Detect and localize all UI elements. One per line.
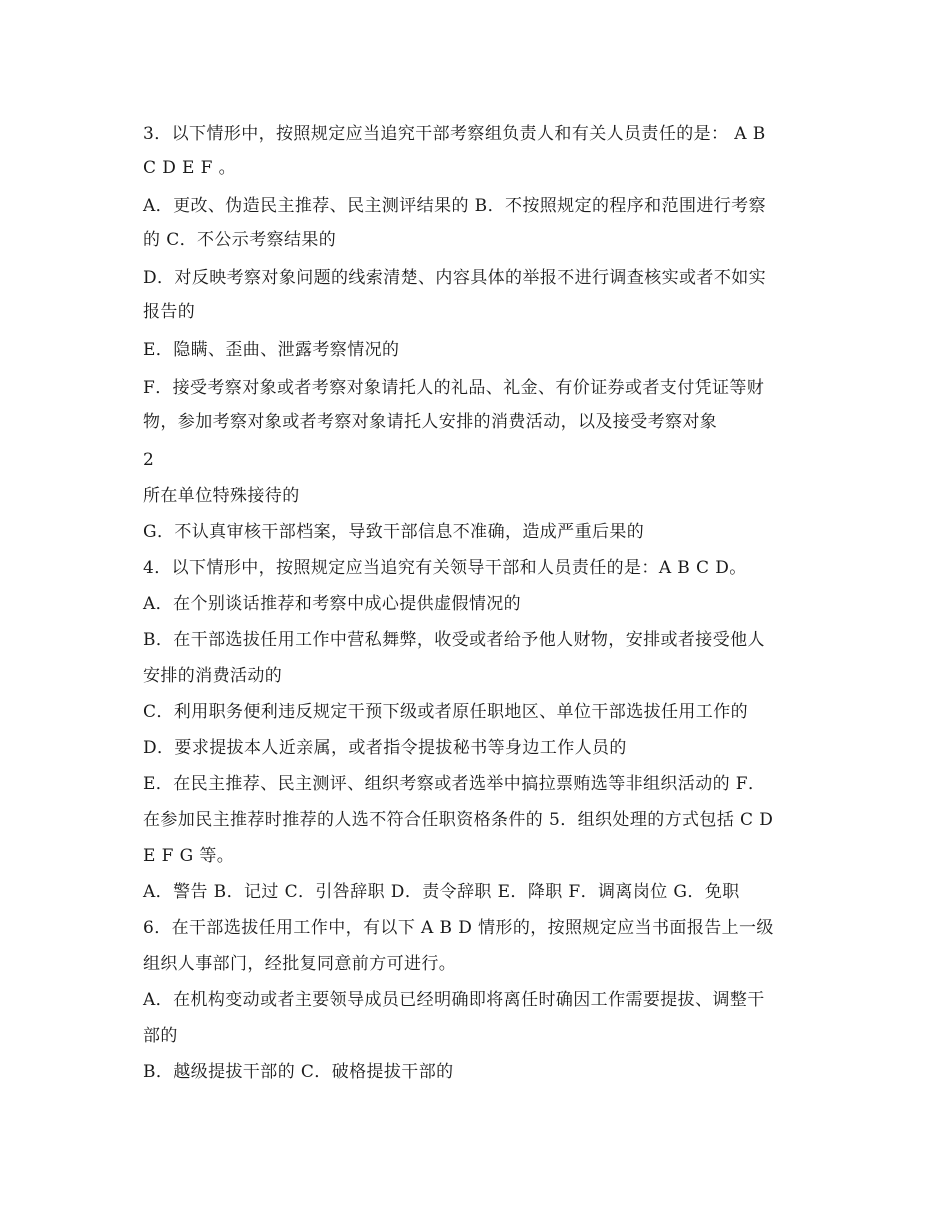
text-line: E F G 等。 — [143, 846, 235, 866]
text-line: A．在机构变动或者主要领导成员已经明确即将离任时确因工作需要提拔、调整干 — [143, 990, 765, 1010]
text-line: 在参加民主推荐时推荐的人选不符合任职资格条件的 5．组织处理的方式包括 C D — [143, 810, 774, 830]
text-line: 组织人事部门，经批复同意前方可进行。 — [143, 954, 457, 974]
text-line: 6．在干部选拔任用工作中，有以下 A B D 情形的，按照规定应当书面报告上一级 — [143, 918, 774, 938]
text-line: F．接受考察对象或者考察对象请托人的礼品、礼金、有价证券或者支付凭证等财 — [143, 378, 765, 398]
text-line: B．在干部选拔任用工作中营私舞弊，收受或者给予他人财物，安排或者接受他人 — [143, 630, 765, 650]
text-line: 部的 — [143, 1026, 178, 1046]
text-line: C D E F 。 — [143, 158, 237, 178]
text-line: A．警告 B．记过 C．引咎辞职 D．责令辞职 E．降职 F．调离岗位 G．免职 — [143, 882, 740, 902]
text-line: D．要求提拔本人近亲属，或者指令提拔秘书等身边工作人员的 — [143, 738, 627, 758]
text-line: E．在民主推荐、民主测评、组织考察或者选举中搞拉票贿选等非组织活动的 F． — [143, 774, 766, 794]
text-line: 安排的消费活动的 — [143, 666, 283, 686]
text-line: 的 C．不公示考察结果的 — [143, 230, 337, 250]
page-number: 2 — [143, 450, 155, 470]
text-line: 4．以下情形中，按照规定应当追究有关领导干部和人员责任的是：A B C D。 — [143, 558, 747, 578]
text-line: E．隐瞒、歪曲、泄露考察情况的 — [143, 340, 400, 360]
text-line: C．利用职务便利违反规定干预下级或者原任职地区、单位干部选拔任用工作的 — [143, 702, 749, 722]
text-line: 报告的 — [143, 302, 196, 322]
text-line: A．更改、伪造民主推荐、民主测评结果的 B．不按照规定的程序和范围进行考察 — [143, 196, 766, 216]
text-line: B．越级提拔干部的 C．破格提拔干部的 — [143, 1062, 454, 1082]
text-line: 所在单位特殊接待的 — [143, 486, 300, 506]
text-line: 物，参加考察对象或者考察对象请托人安排的消费活动，以及接受考察对象 — [143, 412, 718, 432]
text-line: A．在个别谈话推荐和考察中成心提供虚假情况的 — [143, 594, 522, 614]
text-line: D．对反映考察对象问题的线索清楚、内容具体的举报不进行调查核实或者不如实 — [143, 268, 767, 288]
text-line: 3．以下情形中，按照规定应当追究干部考察组负责人和有关人员责任的是： A B — [143, 124, 766, 144]
text-line: G．不认真审核干部档案，导致干部信息不准确，造成严重后果的 — [143, 522, 645, 542]
